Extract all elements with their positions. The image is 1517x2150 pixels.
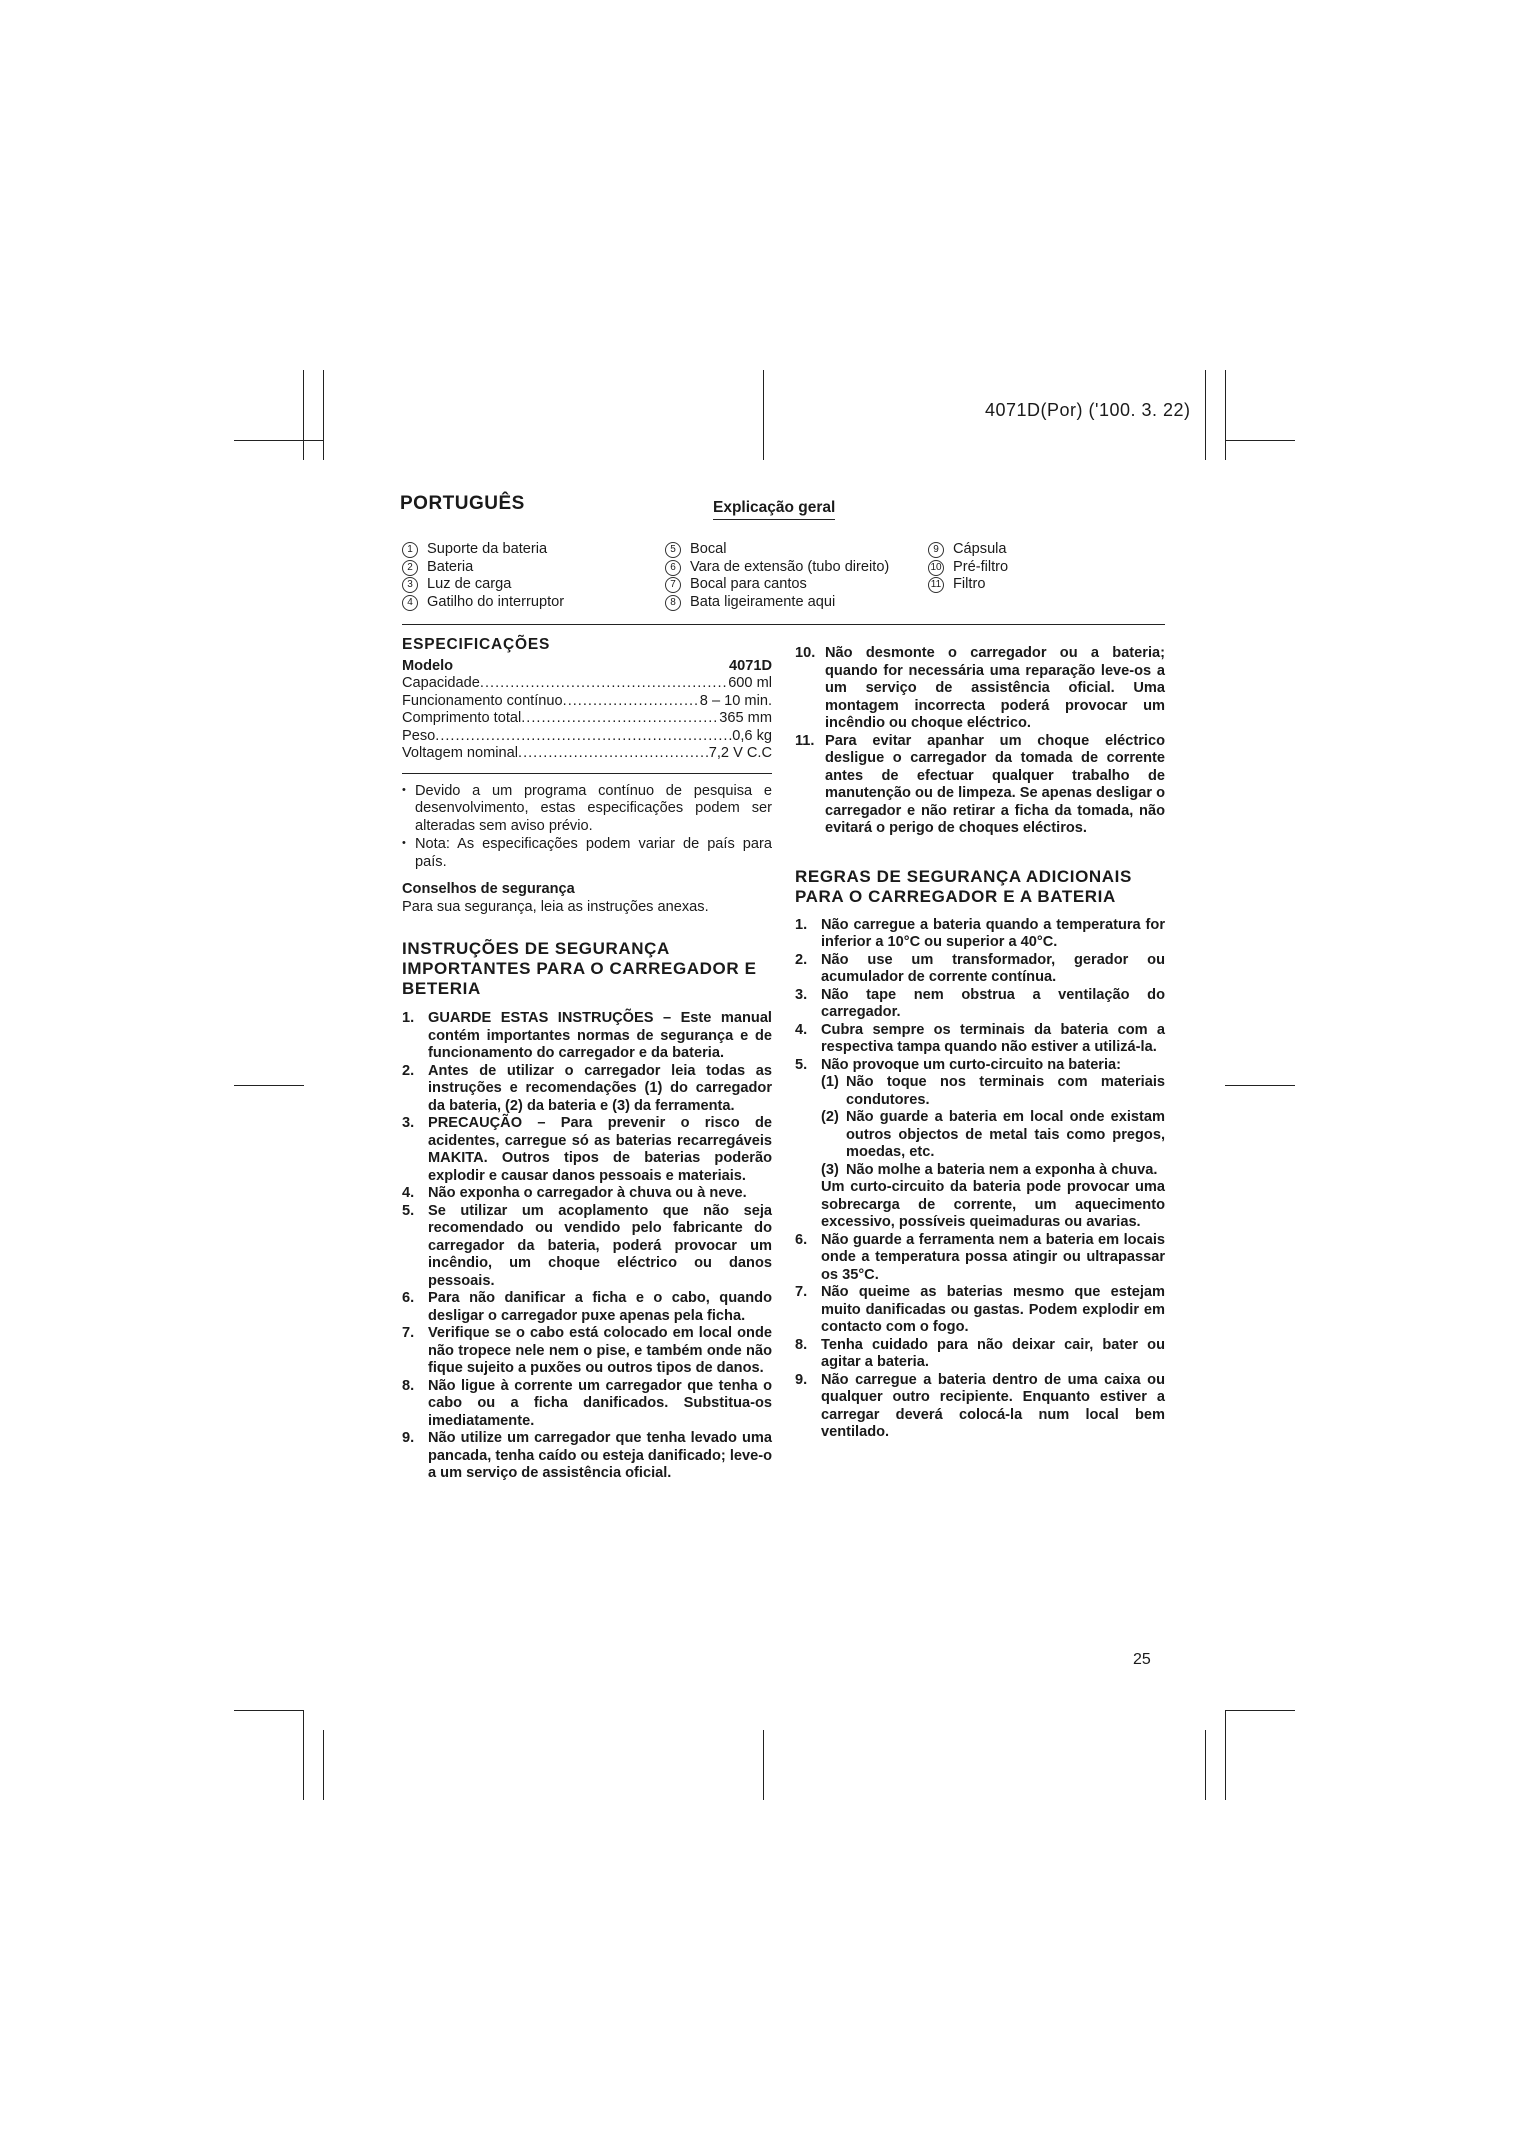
item-number: 1. [402, 1010, 415, 1026]
sub-item-number: (1) [821, 1074, 839, 1090]
part-item [665, 576, 889, 594]
parts-legend-column-2 [665, 541, 889, 611]
part-item [665, 559, 889, 577]
spec-label: Comprimento total [402, 710, 522, 726]
additional-rules-list [795, 917, 1165, 1442]
list-item [402, 1203, 772, 1291]
sub-item-number: (2) [821, 1109, 839, 1125]
item-number: 10. [795, 645, 816, 661]
part-label: Bateria [427, 558, 474, 575]
part-item [665, 541, 889, 559]
part-item [402, 541, 564, 559]
item-number: 7. [795, 1284, 808, 1300]
item-text: Não exponha o carregador à chuva ou à neve. [428, 1185, 747, 1201]
part-item [928, 541, 1008, 559]
item-text: PRECAUÇÃO – Para prevenir o risco de acidentes, carregue só as baterias recarregáveis MAKITA. Outros tipos de baterias poderão explodir e causar danos pessoais e materiais. [428, 1115, 772, 1184]
part-label: Bocal para cantos [690, 576, 807, 592]
part-label: Luz de carga [427, 576, 512, 592]
item-text: GUARDE ESTAS INSTRUÇÕES – Este manual contém importantes normas de segurança e de funcionamento do carregador e da bateria. [428, 1010, 772, 1061]
list-item [795, 1232, 1165, 1285]
crop-mark [303, 1710, 304, 1800]
spec-value: 0,6 kg [732, 727, 772, 744]
right-column [795, 645, 1165, 1442]
part-number: 4 [402, 595, 418, 611]
spec-divider [402, 773, 772, 774]
item-number: 1. [795, 916, 808, 933]
part-label: Bocal [690, 541, 727, 557]
item-number: 3. [795, 986, 808, 1003]
item-text: Não desmonte o carregador ou a bateria; quando for necessária uma reparação leve-os a um serviço de assistência oficial. Uma montagem incorrecta poderá provocar um incêndio ou choque eléctrico. [825, 645, 1165, 731]
part-item [402, 594, 564, 612]
page-number: 25 [1133, 1651, 1151, 1668]
safety-advice-text: Para sua segurança, leia as instruções anexas. [402, 898, 709, 915]
crop-mark [763, 370, 764, 460]
list-item [402, 1430, 772, 1483]
part-item [402, 576, 564, 594]
item-number: 2. [795, 951, 808, 968]
part-number: 5 [665, 542, 681, 558]
spec-row [402, 745, 772, 763]
list-item [402, 1115, 772, 1185]
part-item [928, 576, 1008, 594]
document-code: 4071D(Por) ('100. 3. 22) [985, 400, 1191, 420]
item-text: Tenha cuidado para não deixar cair, bater ou agitar a bateria. [821, 1336, 1165, 1370]
spec-value: 7,2 V C.C [708, 745, 772, 761]
part-label: Suporte da bateria [427, 541, 548, 557]
part-label: Filtro [953, 576, 986, 592]
item-number: 6. [402, 1290, 415, 1306]
additional-rules-title: REGRAS DE SEGURANÇA ADICIONAIS PARA O CARREGADOR E A BATERIA [795, 866, 1132, 906]
parts-legend-column-3 [928, 541, 1008, 594]
list-item [795, 1022, 1165, 1057]
list-item [795, 1057, 1165, 1232]
spec-label: Capacidade [402, 675, 480, 691]
list-item [402, 1010, 772, 1063]
part-number: 9 [928, 542, 944, 558]
item-text: Para evitar apanhar um choque eléctrico desligue o carregador da tomada de corrente antes de efectuar qualquer trabalho de manutenção ou de limpeza. Se apenas desligar o carregador e não retirar a ficha da tomada, não evitará o perigo de choques eléctiros. [825, 732, 1165, 836]
item-text: Verifique se o cabo está colocado em local onde não tropece nele nem o pise, e também onde não fique sujeito a puxões ou outros tipos de danos. [428, 1325, 772, 1376]
item-number: 8. [402, 1377, 415, 1394]
sub-item-text: Não molhe a bateria nem a exponha à chuva. [846, 1161, 1158, 1178]
item-text: Não guarde a ferramenta nem a bateria em locais onde a temperatura possa atingir ou ultrapassar os 35°C. [821, 1231, 1165, 1283]
crop-mark [1225, 440, 1295, 441]
crop-mark [234, 1710, 304, 1711]
list-item [402, 1290, 772, 1325]
list-item [795, 987, 1165, 1022]
crop-mark [234, 440, 324, 441]
item-number: 2. [402, 1062, 415, 1079]
specifications-title: ESPECIFICAÇÕES [402, 636, 551, 653]
sub-item-text: Não toque nos terminais com materiais condutores. [846, 1074, 1165, 1108]
list-item [402, 1063, 772, 1116]
item-text: Para não danificar a ficha e o cabo, quando desligar o carregador puxe apenas pela ficha. [428, 1290, 772, 1324]
list-item [795, 917, 1165, 952]
sub-item-number: (3) [821, 1161, 839, 1178]
part-number: 6 [665, 560, 681, 576]
list-item [795, 733, 1165, 838]
list-item [402, 1378, 772, 1431]
spec-value: 365 mm [719, 710, 772, 726]
spec-row [402, 675, 772, 693]
spec-value: 600 ml [728, 675, 772, 691]
spec-model-row [402, 658, 772, 676]
item-text: Cubra sempre os terminais da bateria com a respectiva tampa quando não estiver a utilizá-la. [821, 1021, 1165, 1055]
important-instructions-list [402, 1010, 772, 1483]
item-number: 5. [402, 1202, 415, 1219]
part-item [665, 594, 889, 612]
crop-mark [303, 370, 304, 460]
item-number: 3. [402, 1115, 415, 1131]
crop-mark [234, 1085, 304, 1086]
list-item [795, 1337, 1165, 1372]
sub-item [821, 1074, 1165, 1109]
crop-mark [1205, 370, 1206, 460]
item-number: 9. [402, 1430, 415, 1446]
sub-item [821, 1109, 1165, 1162]
item-number: 7. [402, 1325, 415, 1341]
item-number: 6. [795, 1231, 808, 1248]
language-title: PORTUGUÊS [400, 493, 525, 514]
part-number: 1 [402, 542, 418, 558]
crop-mark [1225, 370, 1226, 460]
list-item [402, 1325, 772, 1378]
list-item [795, 645, 1165, 733]
spec-row [402, 728, 772, 746]
item-text: Se utilizar um acoplamento que não seja recomendado ou vendido pelo fabricante do carregador da bateria, poderá provocar um incêndio, um choque eléctrico ou danos pessoais. [428, 1202, 772, 1289]
item-number: 4. [795, 1021, 808, 1038]
crop-mark [1205, 1730, 1206, 1800]
item-text: Antes de utilizar o carregador leia todas as instruções e recomendações (1) do carregador da bateria, (2) da bateria e (3) da ferramenta. [428, 1062, 772, 1114]
item-number: 4. [402, 1185, 415, 1201]
crop-mark [323, 370, 324, 460]
part-number: 7 [665, 577, 681, 593]
spec-model-value: 4071D [728, 657, 772, 674]
crop-mark [323, 1730, 324, 1800]
part-item [928, 559, 1008, 577]
item-text: Não ligue à corrente um carregador que tenha o cabo ou a ficha danificados. Substitua-os imediatamente. [428, 1377, 772, 1429]
item-text: Não carregue a bateria quando a temperatura for inferior a 10°C ou superior a 40°C. [821, 916, 1165, 950]
part-number: 8 [665, 595, 681, 611]
item-text: Não provoque um curto-circuito na bateria: [821, 1056, 1122, 1073]
part-number: 10 [928, 560, 944, 576]
spec-value: 8 – 10 min. [699, 692, 772, 709]
safety-advice-title: Conselhos de segurança [402, 881, 575, 897]
parts-legend-column-1 [402, 541, 564, 611]
section-divider [402, 624, 1165, 625]
general-explanation-title: Explicação geral [713, 499, 835, 520]
crop-mark [1225, 1710, 1226, 1800]
part-item [402, 559, 564, 577]
list-item [795, 1284, 1165, 1337]
part-label: Bata ligeiramente aqui [690, 593, 836, 610]
item-text: Não use um transformador, gerador ou acumulador de corrente contínua. [821, 951, 1165, 985]
crop-mark [763, 1730, 764, 1800]
sub-item-text: Não guarde a bateria em local onde existam outros objectos de metal tais como pregos, moedas, etc. [846, 1109, 1165, 1160]
item-text: Não carregue a bateria dentro de uma caixa ou qualquer outro recipiente. Enquanto estiver a carregar deverá colocá-la num local bem ventilado. [821, 1371, 1165, 1440]
part-number: 11 [928, 577, 944, 593]
list-item [795, 952, 1165, 987]
item-number: 9. [795, 1371, 808, 1388]
important-instructions-title: INSTRUÇÕES DE SEGURANÇA IMPORTANTES PARA O CARREGADOR E BETERIA [402, 939, 757, 998]
part-number: 3 [402, 577, 418, 593]
crop-mark [1225, 1710, 1295, 1711]
item-text: Não utilize um carregador que tenha levado uma pancada, tenha caído ou esteja danificado; leve-o a um serviço de assistência oficial. [428, 1430, 772, 1481]
item-text: Não queime as baterias mesmo que estejam muito danificadas ou gastas. Podem explodir em contacto com o fogo. [821, 1284, 1165, 1335]
important-instructions-list-continued [795, 645, 1165, 838]
left-column [402, 636, 772, 1483]
item-text: Não tape nem obstrua a ventilação do carregador. [821, 986, 1165, 1020]
list-item [795, 1372, 1165, 1442]
spec-label: Peso [402, 727, 436, 744]
spec-label: Funcionamento contínuo [402, 692, 563, 709]
spec-note: • Nota: As especificações podem variar de país para país. [402, 836, 772, 871]
item-number: 8. [795, 1336, 808, 1353]
part-label: Pré-filtro [953, 558, 1009, 575]
spec-row [402, 710, 772, 728]
spec-note: • Devido a um programa contínuo de pesquisa e desenvolvimento, estas especificações podem ser alteradas sem aviso prévio. [402, 783, 772, 836]
part-number: 2 [402, 560, 418, 576]
item-number: 5. [795, 1056, 808, 1073]
spec-label: Voltagem nominal [402, 745, 519, 761]
item-number: 11. [795, 732, 815, 749]
part-label: Gatilho do interruptor [427, 593, 565, 610]
spec-row [402, 693, 772, 711]
sub-item [821, 1162, 1165, 1180]
spec-model-label: Modelo [402, 657, 454, 674]
part-label: Vara de extensão (tubo direito) [690, 558, 890, 575]
crop-mark [1225, 1085, 1295, 1086]
part-label: Cápsula [953, 541, 1007, 557]
list-item [402, 1185, 772, 1203]
sub-note: Um curto-circuito da bateria pode provocar uma sobrecarga de corrente, um aquecimento excessivo, possíveis queimaduras ou avarias. [821, 1179, 1165, 1230]
